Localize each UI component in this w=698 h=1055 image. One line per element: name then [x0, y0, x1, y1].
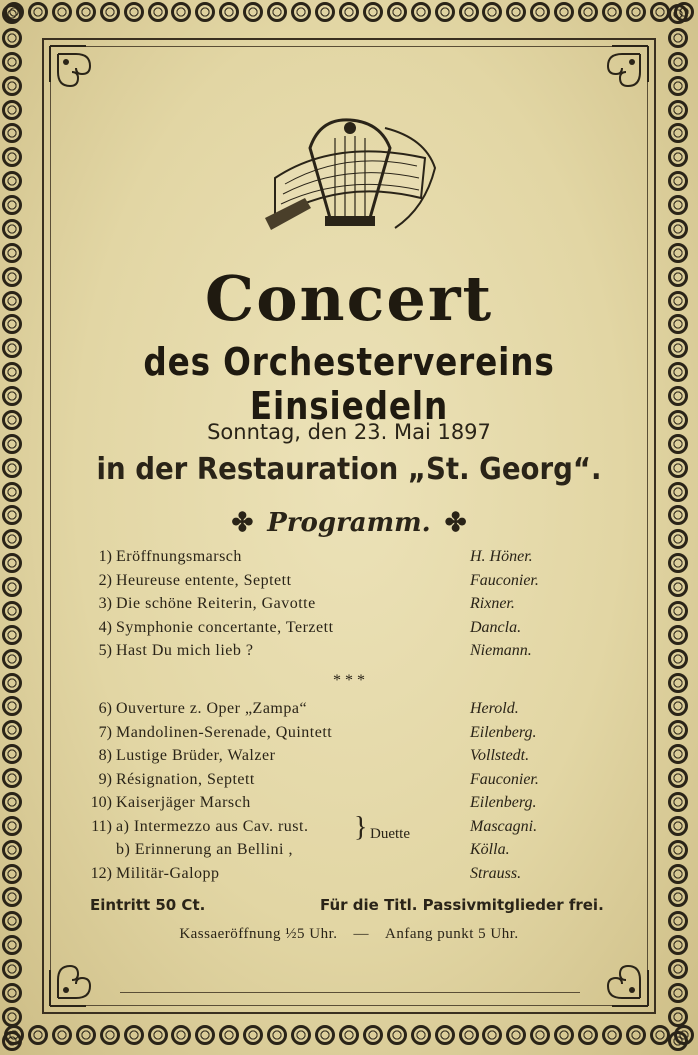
item-composer: Herold.	[470, 700, 519, 717]
chain-link-icon	[668, 792, 688, 812]
chain-link-icon	[315, 1025, 335, 1045]
chain-link-icon	[2, 1007, 22, 1027]
chain-link-icon	[315, 2, 335, 22]
item-composer: Strauss.	[470, 864, 522, 882]
chain-link-icon	[2, 76, 22, 96]
program-list-part2	[86, 700, 566, 888]
chain-link-icon	[668, 4, 688, 24]
item-number: 7)	[98, 723, 112, 741]
chain-link-icon	[668, 577, 688, 597]
corner-ornament-icon	[582, 940, 652, 1010]
chain-link-icon	[668, 696, 688, 716]
chain-link-icon	[668, 147, 688, 167]
program-list-part1	[86, 548, 566, 666]
chain-link-icon	[171, 1025, 191, 1045]
flourish-icon: ✤	[444, 508, 467, 538]
chain-link-icon	[100, 1025, 120, 1045]
item-number: 2)	[98, 571, 112, 589]
chain-link-icon	[2, 696, 22, 716]
chain-link-icon	[339, 1025, 359, 1045]
program-item	[86, 865, 566, 889]
chain-link-icon	[650, 1025, 670, 1045]
chain-link-icon	[459, 1025, 479, 1045]
chain-link-icon	[668, 983, 688, 1003]
chain-link-icon	[411, 2, 431, 22]
program-item	[86, 818, 566, 842]
members-note: Für die Titl. Passivmitglieder frei.	[320, 896, 604, 914]
chain-link-icon	[668, 386, 688, 406]
item-title: Mandolinen-Serenade, Quintett	[116, 723, 333, 741]
chain-link-icon	[668, 338, 688, 358]
poster-title: Concert	[204, 262, 494, 335]
chain-link-icon	[2, 720, 22, 740]
program-heading	[0, 508, 698, 538]
item-number: 5)	[98, 642, 112, 659]
chain-link-icon	[267, 2, 287, 22]
concert-venue: in der Restauration „St. Georg“.	[96, 452, 602, 487]
item-number: 4)	[98, 618, 112, 636]
chain-link-icon	[668, 52, 688, 72]
item-number: 3)	[98, 595, 112, 612]
chain-link-icon	[387, 1025, 407, 1045]
poster-subtitle: des Orchestervereins Einsiedeln	[143, 340, 555, 428]
item-title: Résignation, Septett	[116, 770, 255, 788]
chain-link-icon	[52, 1025, 72, 1045]
chain-link-icon	[668, 601, 688, 621]
chain-link-icon	[28, 2, 48, 22]
chain-link-icon	[76, 2, 96, 22]
item-composer: H. Höner.	[470, 548, 533, 565]
chain-border-top	[0, 2, 698, 30]
chain-link-icon	[668, 28, 688, 48]
chain-border-bottom	[0, 1025, 698, 1053]
chain-link-icon	[2, 219, 22, 239]
chain-link-icon	[668, 816, 688, 836]
chain-link-icon	[578, 1025, 598, 1045]
item-number: 6)	[98, 700, 112, 717]
corner-ornament-icon	[46, 42, 116, 112]
chain-link-icon	[2, 482, 22, 502]
chain-link-icon	[668, 243, 688, 263]
chain-link-icon	[411, 1025, 431, 1045]
chain-link-icon	[459, 2, 479, 22]
chain-link-icon	[363, 1025, 383, 1045]
chain-link-icon	[2, 28, 22, 48]
chain-link-icon	[506, 2, 526, 22]
chain-link-icon	[2, 147, 22, 167]
chain-link-icon	[171, 2, 191, 22]
chain-link-icon	[2, 386, 22, 406]
chain-link-icon	[2, 768, 22, 788]
item-title: a) Intermezzo aus Cav. rust.	[116, 817, 309, 835]
chain-link-icon	[668, 1031, 688, 1051]
program-item	[86, 548, 566, 572]
item-composer: Niemann.	[470, 642, 532, 659]
chain-link-icon	[668, 625, 688, 645]
corner-ornament-icon	[46, 940, 116, 1010]
chain-link-icon	[2, 553, 22, 573]
chain-link-icon	[2, 338, 22, 358]
program-item	[86, 747, 566, 771]
chain-link-icon	[52, 2, 72, 22]
chain-link-icon	[668, 458, 688, 478]
chain-link-icon	[2, 864, 22, 884]
section-separator: * * *	[333, 672, 365, 689]
chain-link-icon	[626, 1025, 646, 1045]
program-item	[86, 794, 566, 818]
chain-link-icon	[267, 1025, 287, 1045]
chain-link-icon	[554, 1025, 574, 1045]
chain-link-icon	[339, 2, 359, 22]
duett-label: Duette	[370, 826, 410, 842]
item-composer: Fauconier.	[470, 770, 539, 788]
chain-link-icon	[668, 171, 688, 191]
chain-link-icon	[626, 2, 646, 22]
chain-link-icon	[668, 768, 688, 788]
chain-link-icon	[2, 4, 22, 24]
chain-link-icon	[363, 2, 383, 22]
corner-ornament-icon	[582, 42, 652, 112]
chain-link-icon	[435, 1025, 455, 1045]
chain-link-icon	[28, 1025, 48, 1045]
chain-link-icon	[291, 1025, 311, 1045]
brace-icon: }	[354, 812, 368, 843]
item-composer: Eilenberg.	[470, 794, 537, 811]
chain-link-icon	[668, 482, 688, 502]
chain-link-icon	[578, 2, 598, 22]
chain-link-icon	[668, 720, 688, 740]
chain-link-icon	[506, 1025, 526, 1045]
chain-link-icon	[554, 2, 574, 22]
chain-link-icon	[2, 744, 22, 764]
chain-link-icon	[602, 1025, 622, 1045]
chain-link-icon	[76, 1025, 96, 1045]
item-title: Lustige Brüder, Walzer	[116, 747, 276, 764]
chain-link-icon	[668, 123, 688, 143]
program-item	[86, 642, 566, 666]
item-composer: Vollstedt.	[470, 747, 530, 764]
item-title: Symphonie concertante, Terzett	[116, 618, 334, 636]
item-title: b) Erinnerung an Bellini ,	[116, 841, 293, 858]
chain-link-icon	[2, 601, 22, 621]
chain-link-icon	[2, 100, 22, 120]
item-number: 9)	[98, 770, 112, 788]
opening-times	[0, 926, 698, 943]
bottom-rule	[120, 992, 580, 993]
program-item	[86, 700, 566, 724]
chain-link-icon	[195, 2, 215, 22]
chain-link-icon	[668, 219, 688, 239]
item-title: Die schöne Reiterin, Gavotte	[116, 595, 316, 612]
item-number: 8)	[98, 747, 112, 764]
chain-link-icon	[668, 864, 688, 884]
item-composer: Rixner.	[470, 595, 515, 612]
entry-fee: Eintritt 50 Ct.	[90, 896, 206, 914]
item-number: 11)	[91, 817, 112, 835]
chain-link-icon	[219, 2, 239, 22]
chain-link-icon	[602, 2, 622, 22]
chain-link-icon	[2, 983, 22, 1003]
chain-link-icon	[482, 1025, 502, 1045]
chain-link-icon	[2, 52, 22, 72]
item-title: Heureuse entente, Septett	[116, 571, 292, 589]
item-title: Hast Du mich lieb ?	[116, 642, 254, 659]
chain-link-icon	[124, 2, 144, 22]
item-composer: Eilenberg.	[470, 723, 537, 741]
chain-link-icon	[2, 171, 22, 191]
chain-link-icon	[435, 2, 455, 22]
chain-link-icon	[2, 195, 22, 215]
item-composer: Kölla.	[470, 841, 510, 858]
start-time: Anfang punkt 5 Uhr.	[385, 926, 519, 942]
chain-link-icon	[387, 2, 407, 22]
concert-date: Sonntag, den 23. Mai 1897	[207, 420, 491, 444]
program-heading-label: Programm.	[267, 508, 431, 538]
chain-link-icon	[668, 649, 688, 669]
chain-link-icon	[2, 959, 22, 979]
chain-link-icon	[530, 2, 550, 22]
chain-link-icon	[2, 625, 22, 645]
chain-link-icon	[668, 959, 688, 979]
chain-link-icon	[243, 1025, 263, 1045]
chain-link-icon	[668, 195, 688, 215]
item-number: 10)	[90, 794, 112, 811]
program-item	[86, 841, 566, 865]
dash-separator: —	[353, 926, 370, 942]
chain-link-icon	[2, 1031, 22, 1051]
item-composer: Mascagni.	[470, 817, 538, 835]
chain-link-icon	[2, 243, 22, 263]
chain-link-icon	[124, 1025, 144, 1045]
chain-link-icon	[2, 577, 22, 597]
box-office-time: Kassaeröffnung ½5 Uhr.	[179, 926, 338, 942]
chain-link-icon	[668, 76, 688, 96]
program-item	[86, 724, 566, 748]
chain-link-icon	[291, 2, 311, 22]
chain-link-icon	[148, 1025, 168, 1045]
chain-link-icon	[2, 887, 22, 907]
item-composer: Dancla.	[470, 618, 522, 636]
item-number: 1)	[98, 548, 112, 565]
chain-link-icon	[668, 100, 688, 120]
chain-link-icon	[668, 553, 688, 573]
program-item	[86, 595, 566, 619]
chain-link-icon	[668, 840, 688, 860]
item-number: 12)	[90, 864, 112, 882]
item-title: Militär-Galopp	[116, 864, 220, 882]
lyre-music-emblem-icon	[255, 108, 445, 248]
program-item	[86, 771, 566, 795]
chain-link-icon	[668, 362, 688, 382]
flourish-icon: ✤	[231, 508, 254, 538]
chain-link-icon	[148, 2, 168, 22]
chain-link-icon	[195, 1025, 215, 1045]
chain-link-icon	[100, 2, 120, 22]
chain-link-icon	[243, 2, 263, 22]
chain-link-icon	[668, 1007, 688, 1027]
chain-link-icon	[2, 362, 22, 382]
chain-link-icon	[219, 1025, 239, 1045]
chain-link-icon	[2, 816, 22, 836]
program-item	[86, 572, 566, 596]
item-title: Ouverture z. Oper „Zampa“	[116, 700, 308, 717]
chain-link-icon	[2, 840, 22, 860]
chain-link-icon	[2, 649, 22, 669]
chain-link-icon	[650, 2, 670, 22]
chain-link-icon	[2, 792, 22, 812]
chain-link-icon	[2, 458, 22, 478]
chain-link-icon	[482, 2, 502, 22]
chain-link-icon	[668, 744, 688, 764]
chain-link-icon	[668, 887, 688, 907]
chain-link-icon	[2, 123, 22, 143]
item-composer: Fauconier.	[470, 571, 539, 589]
item-title: Kaiserjäger Marsch	[116, 794, 251, 811]
chain-link-icon	[530, 1025, 550, 1045]
program-item	[86, 619, 566, 643]
item-title: Eröffnungsmarsch	[116, 548, 242, 565]
